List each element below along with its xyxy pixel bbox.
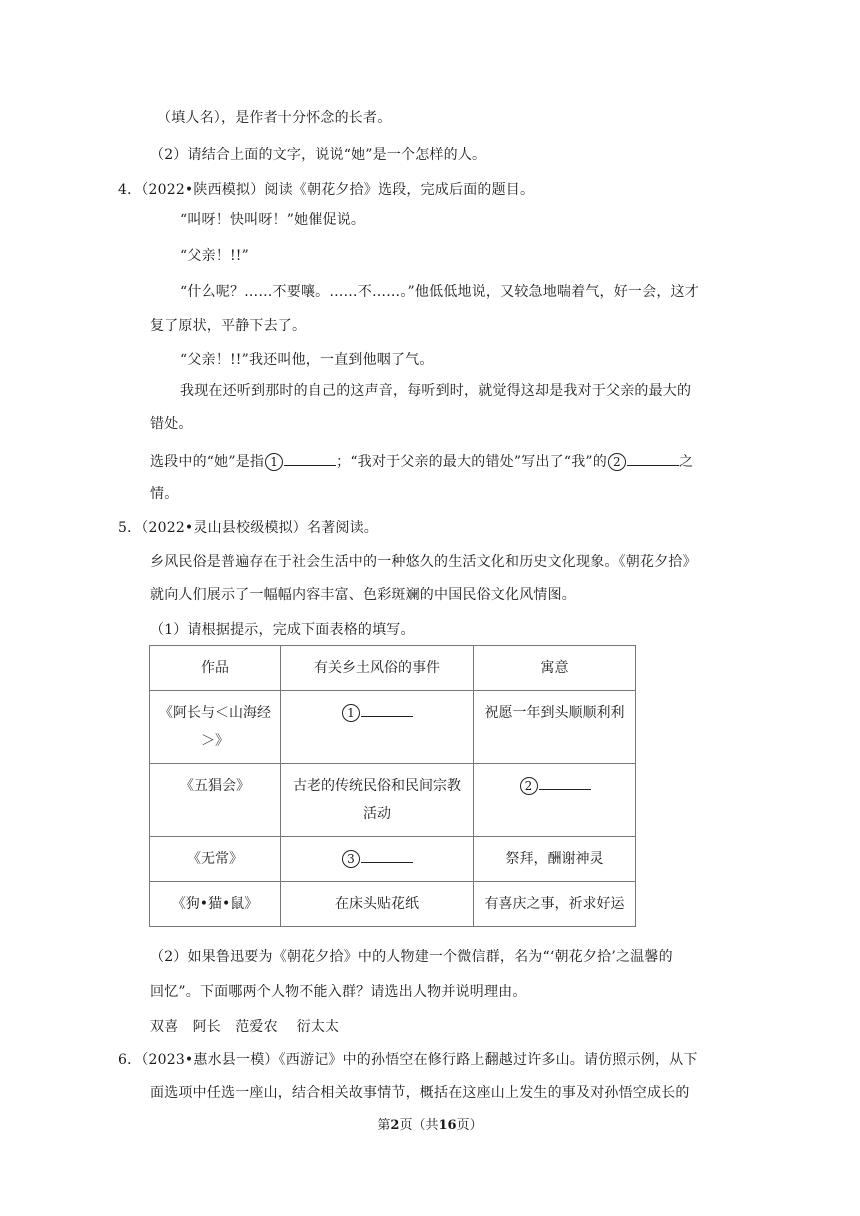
question-sub-2: （2）请结合上面的文字，说说“她”是一个怎样的人。: [150, 147, 487, 163]
table-cell: 《狗•猫•鼠》: [150, 882, 281, 927]
table-cell: 有喜庆之事，祈求好运: [474, 882, 636, 927]
table-cell: 《五猖会》: [150, 764, 281, 837]
table-cell: [281, 837, 474, 882]
passage-line: 我现在还听到那时的自己的这声音，每听到时，就觉得这却是我对于父亲的最大的: [180, 383, 692, 399]
line-fill-name: （填人名），是作者十分怀念的长者。: [157, 110, 392, 126]
table-row: [150, 837, 636, 882]
circled-number: 2: [608, 453, 626, 471]
table-cell: 祝愿一年到头顺顺利利: [474, 691, 636, 764]
table-cell: 祭拜，酬谢神灵: [474, 837, 636, 882]
question-sub-2-text: （2）如果鲁迅要为《朝花夕拾》中的人物建一个微信群，名为“‘朝花夕拾’之温馨的: [150, 949, 673, 965]
prompt-text: 选段中的“她”是指: [150, 454, 265, 470]
answer-blank: [627, 451, 679, 466]
question-5-title: 5．（2022•灵山县校级模拟）名著阅读。: [118, 520, 378, 536]
footer-text: 页）: [456, 1118, 483, 1133]
passage-line: 错处。: [150, 416, 193, 432]
table-cell: [281, 691, 474, 764]
table-row: [150, 882, 636, 927]
question-6-title: 6．（2023•惠水县一模）《西游记》中的孙悟空在修行路上翻越过许多山。请仿照示例，从下: [118, 1052, 698, 1068]
table-header: 作品: [150, 646, 281, 691]
answer-blank: [361, 702, 413, 717]
table-row: [150, 764, 636, 837]
answer-blank: [539, 775, 591, 790]
prompt-text: 之: [678, 454, 694, 470]
total-pages: 16: [438, 1118, 457, 1133]
question-sub-1: （1）请根据提示，完成下面表格的填写。: [150, 622, 415, 638]
table-cell: 在床头贴花纸: [281, 882, 474, 927]
circled-number: 2: [520, 777, 538, 795]
intro-line: 乡风民俗是普遍存在于社会生活中的一种悠久的生活文化和历史文化现象。《朝花夕拾》: [150, 554, 697, 570]
footer-text: 第: [377, 1118, 391, 1133]
table-cell: [474, 764, 636, 837]
page-number: 2: [390, 1118, 400, 1133]
passage-line: 复了原状，平静下去了。: [150, 318, 307, 334]
passage-line: “父亲！!!”: [180, 248, 249, 264]
question-sub-2-text: 回忆”。下面哪两个人物不能入群？请选出人物并说明理由。: [150, 984, 527, 1000]
table-header: 寓意: [474, 646, 636, 691]
question-4-title: 4．（2022•陕西模拟）阅读《朝花夕拾》选段，完成后面的题目。: [118, 182, 535, 198]
table-cell: 《无常》: [150, 837, 281, 882]
passage-line: “父亲！!!”我还叫他，一直到他咽了气。: [180, 352, 434, 368]
table-cell: 《阿长与＜山海经＞》: [150, 691, 281, 764]
page-footer: [0, 1114, 860, 1133]
intro-line: 就向人们展示了一幅幅内容丰富、色彩斑斓的中国民俗文化风情图。: [150, 587, 576, 603]
circled-number: 1: [265, 453, 283, 471]
prompt-continuation: 情。: [150, 486, 179, 502]
footer-text: 页（共: [399, 1118, 439, 1133]
character-names: 双喜 阿长 范爱农 衍太太: [150, 1019, 340, 1035]
passage-line: “叫呀！快叫呀！”她催促说。: [180, 212, 366, 228]
answer-blank: [284, 451, 336, 466]
table-header-row: [150, 646, 636, 691]
customs-table: [149, 645, 636, 927]
question-4-prompt: [150, 451, 693, 472]
circled-number: 1: [342, 704, 360, 722]
prompt-text: ；“我对于父亲的最大的错处”写出了“我”的: [336, 454, 607, 470]
passage-line: “什么呢？……不要嚷。……不……。”他低低地说，又较急地喘着气，好一会，这才: [180, 284, 699, 300]
answer-blank: [361, 848, 413, 863]
table-cell: 古老的传统民俗和民间宗教活动: [281, 764, 474, 837]
circled-number: 3: [342, 850, 360, 868]
table-row: [150, 691, 636, 764]
table-header: 有关乡土风俗的事件: [281, 646, 474, 691]
question-6-text: 面选项中任选一座山，结合相关故事情节，概括在这座山上发生的事及对孙悟空成长的: [150, 1085, 690, 1101]
